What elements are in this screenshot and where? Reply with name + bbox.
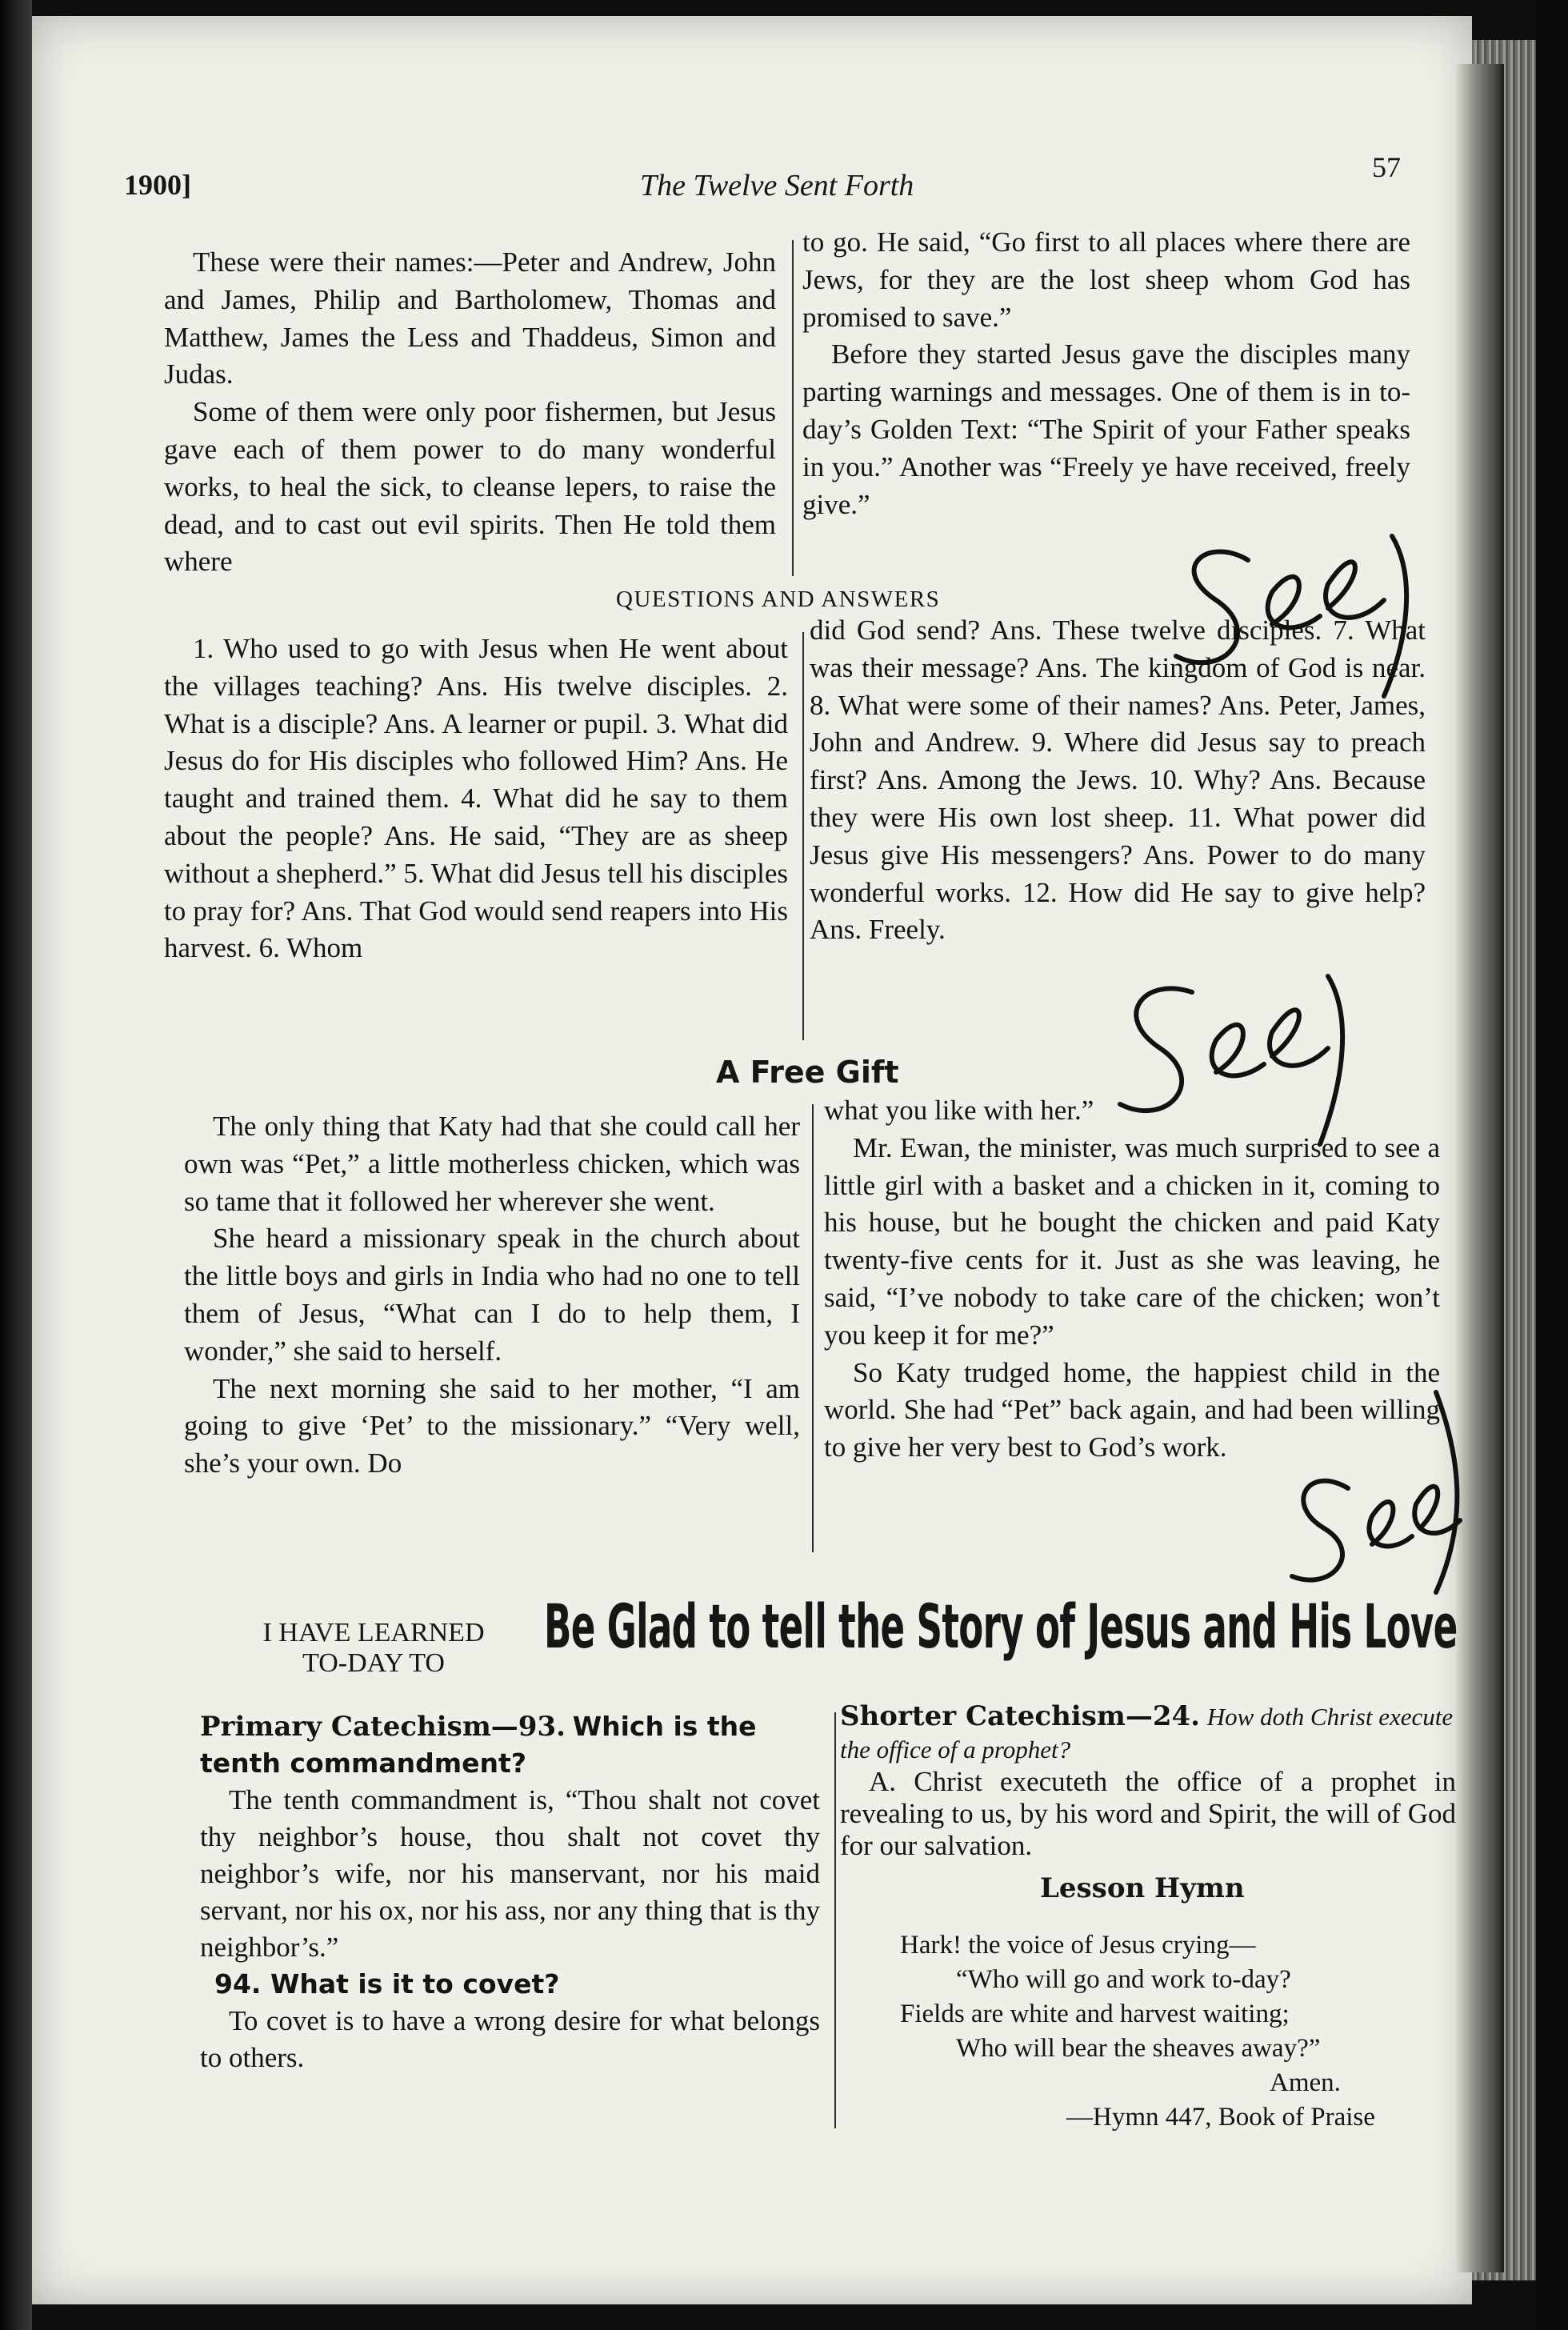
primary-catechism-heading	[200, 1708, 820, 1782]
lesson-hymn	[900, 1928, 1460, 2135]
free-gift-right-paragraph: Mr. Ewan, the minister, was much surprised to see a little girl with a basket and a chicken in it, coming to his house, but he bought the chicken and paid Katy twenty-five cents for it. Just as she was leaving, he said, “I’ve nobody to take care of the chicken; won’t you keep it for me?”	[824, 1131, 1440, 1351]
intro-right-paragraph: to go. He said, “Go first to all places where there are Jews, for they are the lost sheep whom God has promised to save.”	[802, 226, 1410, 333]
book-spine-shadow	[0, 0, 32, 2330]
hymn-line: “Who will go and work to-day?	[956, 1965, 1291, 1994]
primary-catechism-question-2: 94. What is it to covet?	[214, 1968, 560, 2000]
free-gift-left-paragraph: The only thing that Katy had that she could call her own was “Pet,” a little motherless chicken, which was so tame that it followed her wherever she went.	[184, 1111, 800, 1217]
shorter-catechism-answer: A. Christ executeth the office of a prophet in revealing to us, by his word and Spirit, the will of God for our salvation.	[840, 1766, 1456, 1861]
free-gift-right-column	[824, 1092, 1440, 1467]
intro-left-paragraph: Some of them were only poor fishermen, but Jesus gave each of them power to do many wonderful works, to heal the sick, to cleanse lepers, to raise the dead, and to cast out evil spirits. Then He told them where	[164, 396, 776, 578]
column-divider	[802, 632, 804, 1040]
free-gift-left-paragraph: The next morning she said to her mother, “I am going to give ‘Pet’ to the missionary.” “Very well, she’s your own. Do	[184, 1372, 800, 1479]
primary-catechism-answer: The tenth commandment is, “Thou shalt not covet thy neighbor’s house, thou shalt not covet thy neighbor’s wife, nor his manservant, nor his maid servant, nor his ox, nor his ass, nor any thing that is thy neighbor’s.”	[200, 1784, 820, 1963]
shorter-catechism-heading	[840, 1700, 1456, 1766]
hymn-line: Fields are white and harvest waiting;	[900, 2000, 1290, 2028]
column-divider	[792, 240, 794, 576]
free-gift-left-paragraph: She heard a missionary speak in the church about the little boys and girls in India who had no one to tell them of Jesus, “What can I do to help them, I wonder,” she said to herself.	[184, 1223, 800, 1367]
primary-catechism-title: Primary Catechism—93.	[200, 1711, 566, 1743]
learned-line-2: TO-DAY TO	[302, 1648, 445, 1678]
primary-catechism	[200, 1708, 820, 2076]
intro-left-column	[164, 244, 776, 581]
qa-heading: QUESTIONS AND ANSWERS	[616, 587, 941, 612]
intro-left-paragraph: These were their names:—Peter and Andrew, John and James, Philip and Bartholomew, Thomas and Matthew, James the Less and Thaddeus, Simon and Judas.	[164, 246, 776, 390]
free-gift-left-column	[184, 1108, 800, 1483]
qa-left-text: 1. Who used to go with Jesus when He went about the villages teaching? Ans. His twelve disciples. 2. What is a disciple? Ans. A learner or pupil. 3. What did Jesus do for His disciples who followed Him? Ans. He taught and trained them. 4. What did he say to them about the people? Ans. He said, “They are as sheep without a shepherd.” 5. What did Jesus tell his disciples to pray for? Ans. That God would send reapers into His harvest. 6. Whom	[164, 633, 788, 964]
page-number: 57	[1372, 151, 1401, 183]
lesson-hymn-title: Lesson Hymn	[1040, 1872, 1245, 1904]
header-title: The Twelve Sent Forth	[640, 169, 914, 202]
free-gift-right-paragraph: So Katy trudged home, the happiest child in the world. She had “Pet” back again, and had been willing to give her very best to God’s work.	[824, 1356, 1440, 1463]
hymn-source: —Hymn 447, Book of Praise	[1066, 2103, 1375, 2132]
shorter-catechism-question: How doth Christ execute the office of a prophet?	[840, 1703, 1454, 1764]
primary-catechism-answer-2: To covet is to have a wrong desire for what belongs to others.	[200, 2005, 820, 2073]
hymn-amen: Amen.	[1270, 2068, 1341, 2097]
header-year: 1900]	[124, 169, 191, 201]
hymn-line: Who will bear the sheaves away?”	[956, 2034, 1321, 2063]
learned-title: Be Glad to tell the Story of Jesus and His Love	[544, 1591, 1458, 1662]
qa-right-column	[810, 612, 1426, 949]
free-gift-right-paragraph: what you like with her.”	[824, 1095, 1094, 1126]
qa-right-text: did God send? Ans. These twelve disciples. 7. What was their message? Ans. The kingdom of God is near. 8. What were some of their names? Ans. Peter, James, John and Andrew. 9. Where did Jesus say to preach first? Ans. Among the Jews. 10. Why? Ans. Because they were His own lost sheep. 11. What power did Jesus give His messengers? Ans. Power to do many wonderful works. 12. How did He say to give help? Ans. Freely.	[810, 615, 1426, 946]
learned-prefix	[218, 1618, 530, 1679]
column-divider	[834, 1712, 836, 2128]
column-divider	[812, 1104, 814, 1552]
page-curl	[1456, 64, 1504, 2272]
intro-right-paragraph: Before they started Jesus gave the disciples many parting warnings and messages. One of them is in to-day’s Golden Text: “The Spirit of your Father speaks in you.” Another was “Freely ye have received, freely give.”	[802, 338, 1410, 520]
shorter-catechism	[840, 1700, 1456, 1862]
shorter-catechism-title: Shorter Catechism—24.	[840, 1700, 1200, 1732]
learned-line-1: I HAVE LEARNED	[262, 1618, 485, 1647]
qa-left-column	[164, 631, 788, 967]
hymn-line: Hark! the voice of Jesus crying—	[900, 1931, 1256, 1960]
right-background	[1536, 0, 1568, 2330]
free-gift-heading: A Free Gift	[716, 1055, 899, 1090]
primary-catechism-question: Which is the tenth commandment?	[200, 1711, 757, 1779]
intro-right-column	[802, 224, 1410, 523]
